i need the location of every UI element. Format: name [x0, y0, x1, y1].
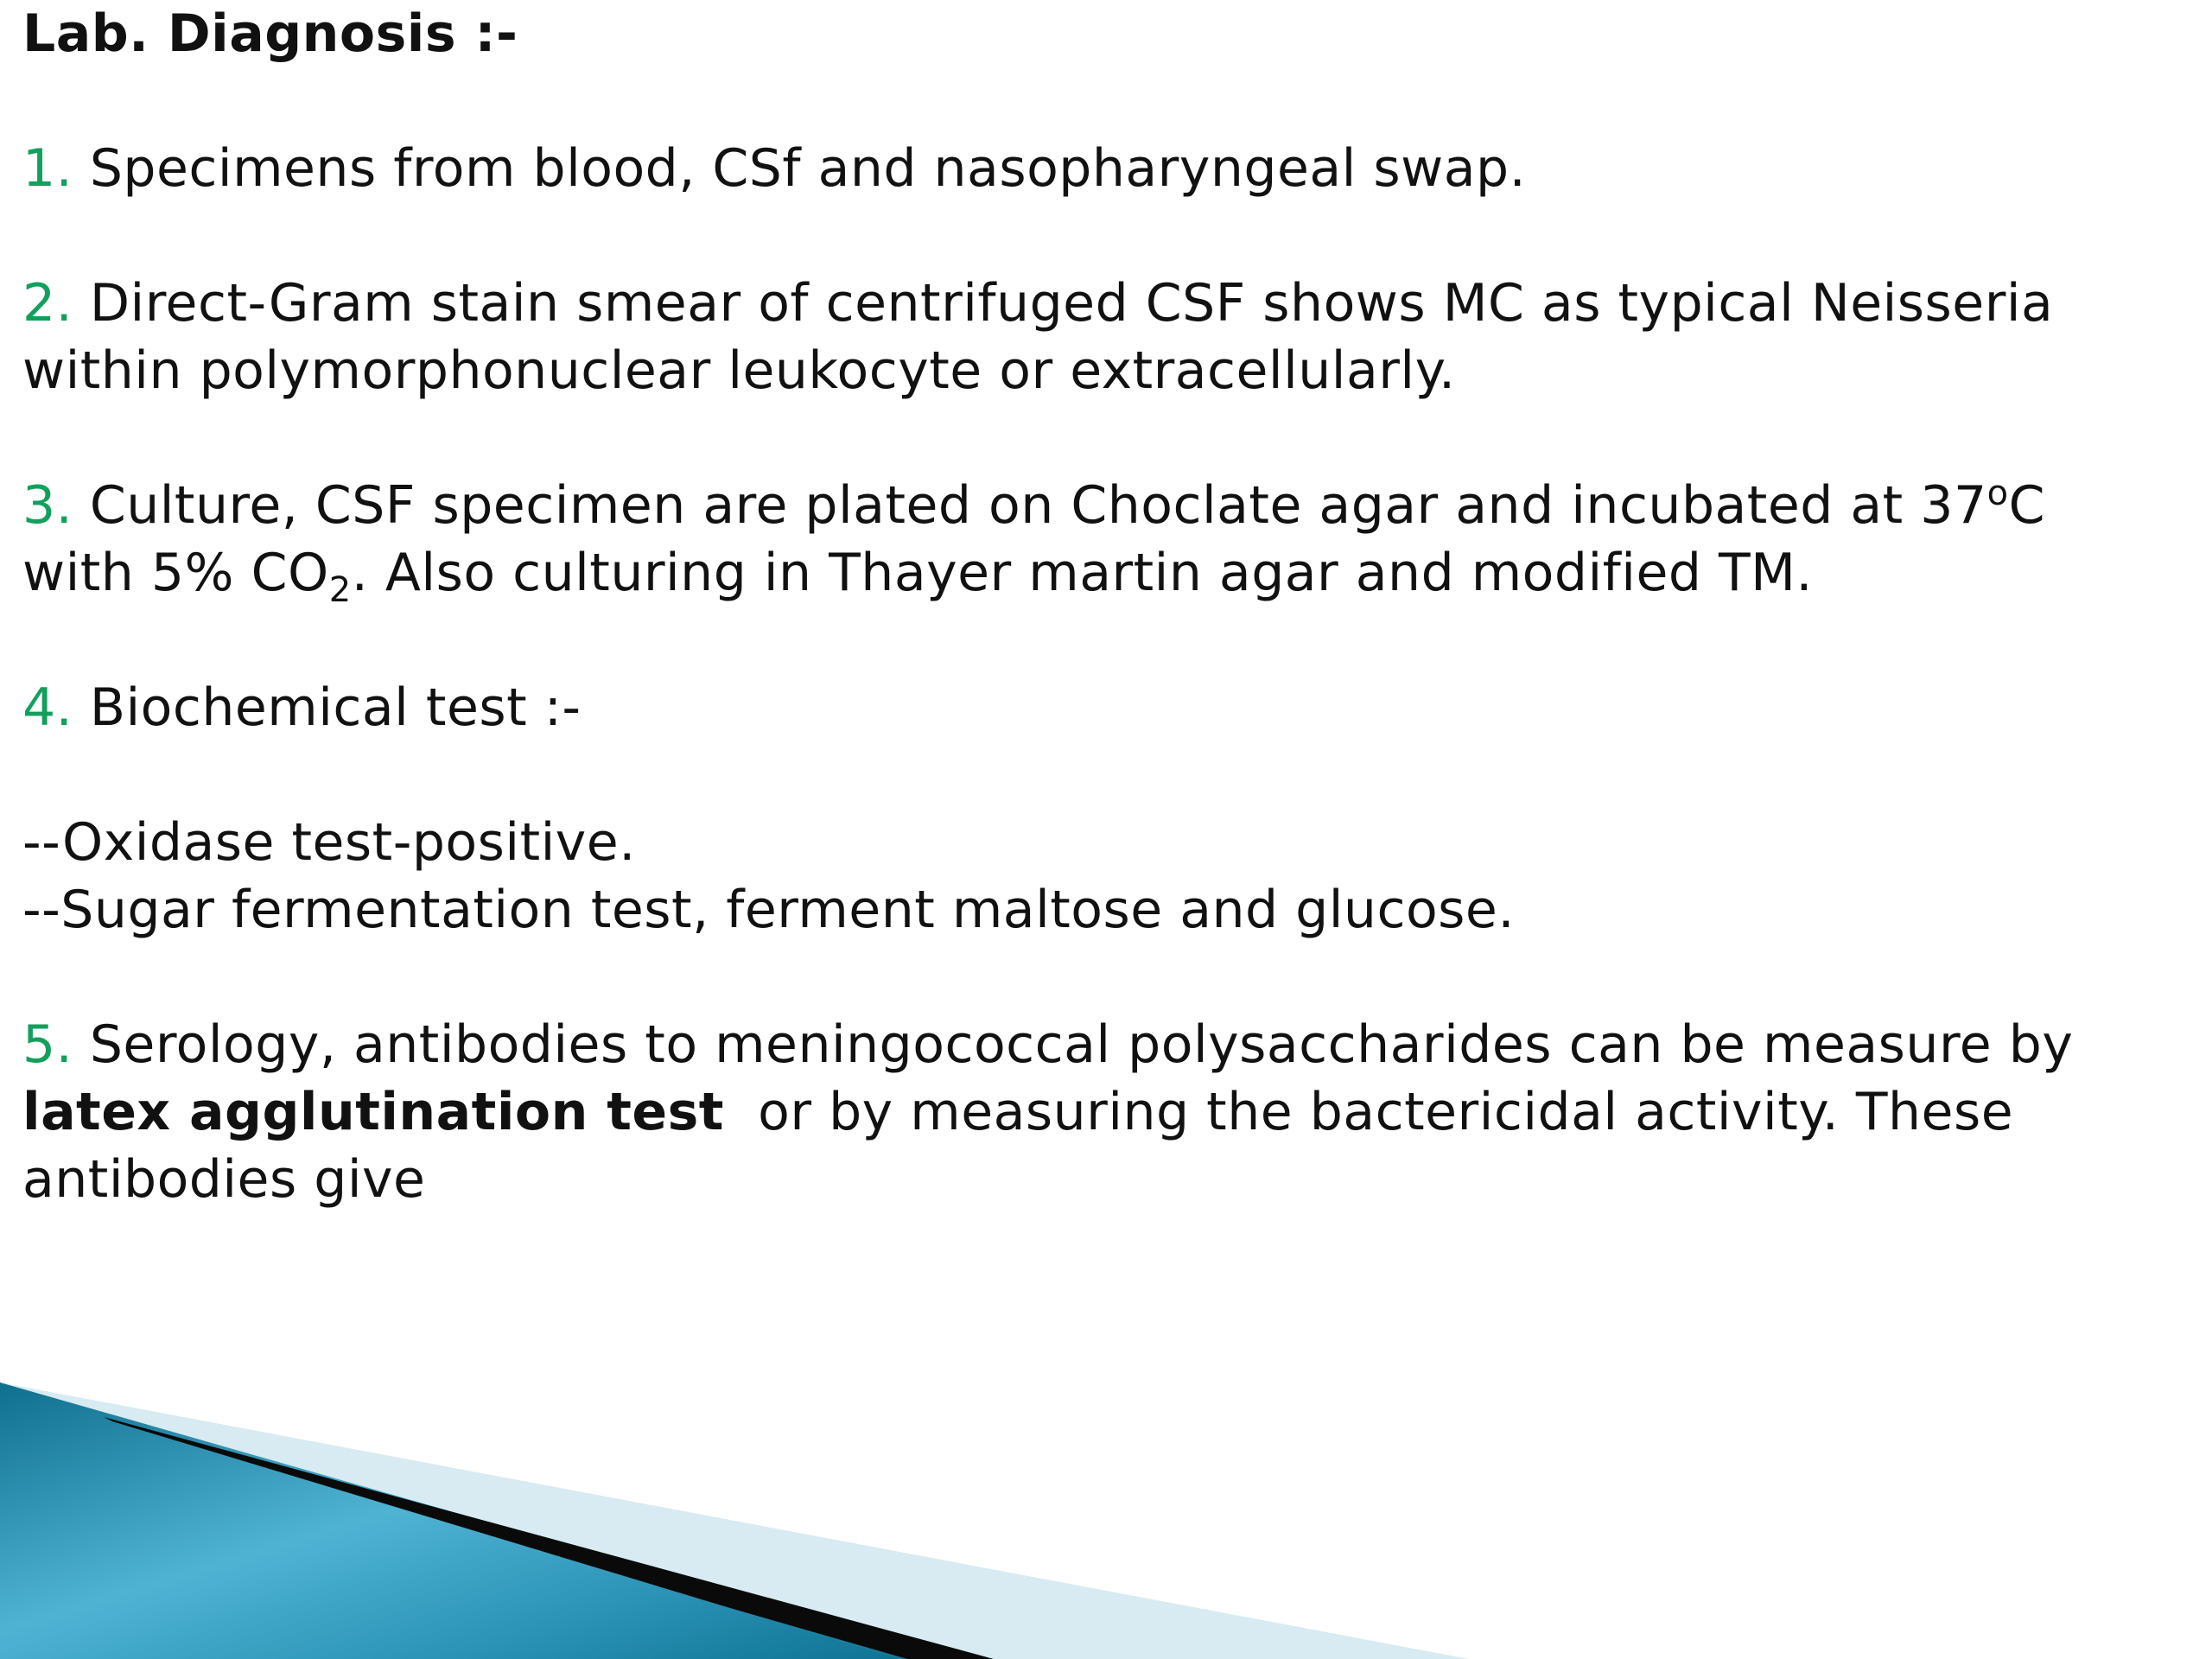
item-number: 4. [22, 677, 73, 738]
item-number: 5. [22, 1014, 73, 1075]
bold-term: latex agglutination test [22, 1082, 724, 1142]
slide-title: Lab. Diagnosis :- [22, 3, 518, 64]
list-item-1 [22, 135, 2183, 202]
sub-item-oxidase: --Oxidase test-positive. [22, 812, 636, 873]
list-item-4 [22, 674, 2183, 741]
list-item-5-continued [22, 1078, 2183, 1146]
item-text: Specimens from blood, CSf and nasopharyngeal swap. [89, 138, 1527, 199]
list-item-5 [22, 1011, 2183, 1078]
item-text-rest: . Also culturing in Thayer martin agar and modified TM. [351, 543, 1814, 603]
list-item-2 [22, 270, 2183, 337]
subscript: 2 [328, 570, 352, 610]
list-item-3-continued [22, 539, 2183, 610]
list-item-2-continued: within polymorphonuclear leukocyte or extracellularly. [22, 340, 1456, 401]
item-text: with 5% CO [22, 543, 329, 603]
degree-mark: o [1986, 474, 2009, 513]
item-number: 2. [22, 273, 73, 334]
item-text: Direct-Gram stain smear of centrifuged CSF shows MC as typical Neisseria [89, 273, 2054, 334]
item-text: Biochemical test :- [89, 677, 582, 738]
list-item-3 [22, 472, 2183, 539]
item-number: 1. [22, 138, 73, 199]
item-text-unit: C [2008, 475, 2046, 536]
item-text-rest: or by measuring the bactericidal activity. These [723, 1082, 2014, 1142]
sub-item-sugar: --Sugar fermentation test, ferment maltose and glucose. [22, 880, 1515, 940]
item-text: Culture, CSF specimen are plated on Choclate agar and incubated at 37 [89, 475, 1987, 536]
item-number: 3. [22, 475, 73, 536]
slide-body [22, 0, 2183, 1213]
slide-corner-decoration [0, 1382, 2212, 1659]
item-text: Serology, antibodies to meningococcal polysaccharides can be measure by [89, 1014, 2074, 1075]
list-item-5-continued-2: antibodies give [22, 1149, 426, 1210]
